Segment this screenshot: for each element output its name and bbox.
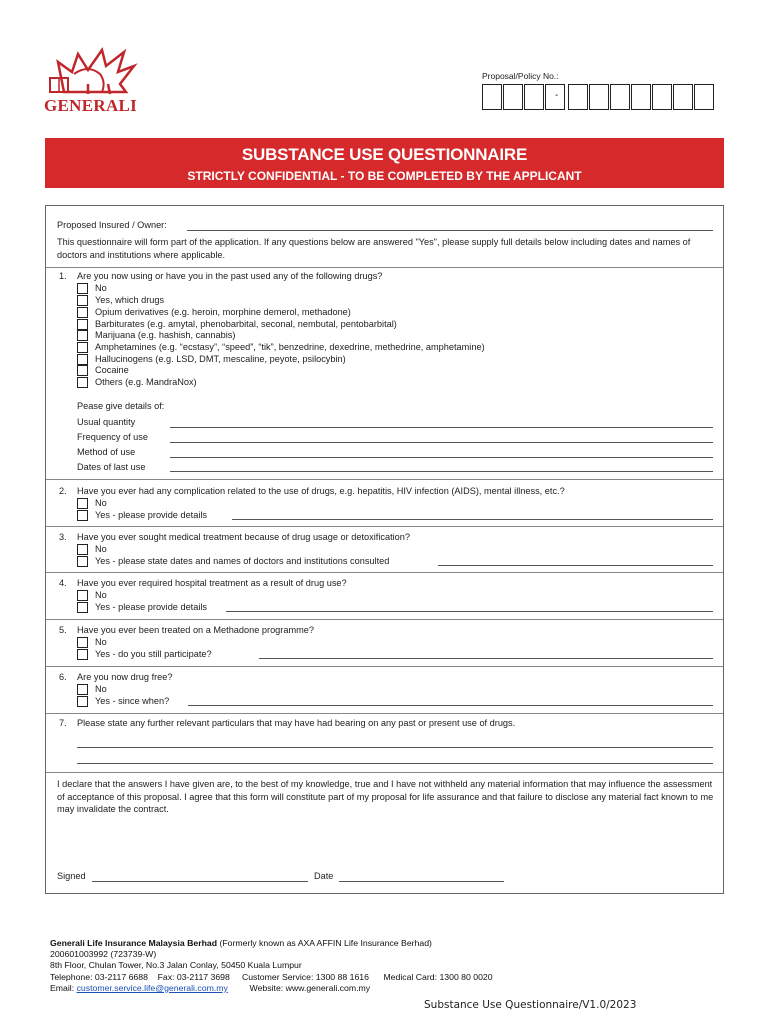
- usual-quantity-field[interactable]: [170, 427, 713, 428]
- fax: Fax: 03-2117 3698: [157, 971, 230, 982]
- q5-yes-label: Yes - do you still participate?: [95, 649, 212, 659]
- q5-details-field[interactable]: [259, 658, 713, 659]
- q6-details-field[interactable]: [188, 705, 713, 706]
- company-reg: 200601003992 (723739-W): [50, 949, 157, 960]
- q3-no-label: No: [95, 544, 107, 554]
- q4-text: Have you ever required hospital treatment as a result of drug use?: [77, 578, 347, 588]
- q1-no-checkbox[interactable]: [77, 283, 88, 294]
- brand-wordmark: GENERALI: [44, 96, 138, 115]
- q1-amphetamines-checkbox[interactable]: [77, 342, 88, 353]
- q1-cocaine-checkbox[interactable]: [77, 365, 88, 376]
- q7-text: Please state any further relevant particulars that may have had bearing on any past or present use of drugs.: [77, 718, 516, 728]
- medical-card: Medical Card: 1300 80 0020: [383, 971, 493, 982]
- divider: [46, 267, 723, 268]
- divider: [46, 713, 723, 714]
- q1-option: No: [95, 283, 107, 293]
- title-banner: [45, 138, 724, 188]
- q7-number: 7.: [59, 718, 67, 728]
- q4-yes-checkbox[interactable]: [77, 602, 88, 613]
- divider: [46, 619, 723, 620]
- divider: [46, 526, 723, 527]
- q1-marijuana-checkbox[interactable]: [77, 330, 88, 341]
- q2-text: Have you ever had any complication related to the use of drugs, e.g. hepatitis, HIV infection (AIDS), mental illness, etc.?: [77, 486, 565, 496]
- insured-label: Proposed Insured / Owner:: [57, 220, 167, 230]
- last-use-field[interactable]: [170, 471, 713, 472]
- website[interactable]: Website: www.generali.com.my: [249, 982, 371, 993]
- q4-number: 4.: [59, 578, 67, 588]
- policy-number-suffix-boxes[interactable]: [568, 84, 715, 110]
- q2-number: 2.: [59, 486, 67, 496]
- q1-others-checkbox[interactable]: [77, 377, 88, 388]
- company-footer: [50, 938, 493, 994]
- q5-number: 5.: [59, 625, 67, 635]
- q1-detail-label: Dates of last use: [77, 462, 146, 472]
- q3-no-checkbox[interactable]: [77, 544, 88, 555]
- q7-details-field[interactable]: [77, 763, 713, 764]
- q1-option: Yes, which drugs: [95, 295, 165, 305]
- insured-name-field[interactable]: [187, 230, 713, 231]
- q2-yes-label: Yes - please provide details: [95, 510, 208, 520]
- divider: [46, 772, 723, 773]
- q2-no-label: No: [95, 498, 107, 508]
- q1-detail-label: Usual quantity: [77, 417, 136, 427]
- q3-number: 3.: [59, 532, 67, 542]
- q2-no-checkbox[interactable]: [77, 498, 88, 509]
- questionnaire-form: [45, 205, 724, 894]
- company-formerly: (Formerly known as AXA AFFIN Life Insurance Berhad): [219, 938, 432, 948]
- q4-details-field[interactable]: [226, 611, 713, 612]
- q1-detail-label: Method of use: [77, 447, 136, 457]
- q4-yes-label: Yes - please provide details: [95, 602, 208, 612]
- q4-no-checkbox[interactable]: [77, 590, 88, 601]
- intro-text: This questionnaire will form part of the application. If any questions below are answered "Yes", please supply full details below including dates and names of doctors and institutions where applicable.: [57, 237, 691, 260]
- date-field[interactable]: [339, 881, 504, 882]
- form-subtitle: STRICTLY CONFIDENTIAL - TO BE COMPLETED BY THE APPLICANT: [187, 169, 582, 183]
- q1-yes-checkbox[interactable]: [77, 295, 88, 306]
- q1-option: Barbiturates (e.g. amytal, phenobarbital, seconal, nembutal, pentobarbital): [95, 319, 397, 329]
- divider: [46, 572, 723, 573]
- q1-option: Hallucinogens (e.g. LSD, DMT, mescaline, peyote, psilocybin): [95, 354, 346, 364]
- q5-no-label: No: [95, 637, 107, 647]
- q3-text: Have you ever sought medical treatment because of drug usage or detoxification?: [77, 532, 410, 542]
- signature-field[interactable]: [92, 881, 308, 882]
- q3-yes-checkbox[interactable]: [77, 556, 88, 567]
- q3-yes-label: Yes - please state dates and names of doctors and institutions consulted: [95, 556, 390, 566]
- q5-yes-checkbox[interactable]: [77, 649, 88, 660]
- q3-details-field[interactable]: [438, 565, 713, 566]
- q2-yes-checkbox[interactable]: [77, 510, 88, 521]
- frequency-field[interactable]: [170, 442, 713, 443]
- telephone: Telephone: 03-2117 6688: [50, 971, 148, 982]
- company-name: Generali Life Insurance Malaysia Berhad: [50, 938, 218, 948]
- q1-barbiturates-checkbox[interactable]: [77, 319, 88, 330]
- q6-text: Are you now drug free?: [77, 672, 173, 682]
- q1-option: Opium derivatives (e.g. heroin, morphine demerol, methadone): [95, 307, 351, 317]
- q5-text: Have you ever been treated on a Methadone programme?: [77, 625, 314, 635]
- q6-yes-label: Yes - since when?: [95, 696, 170, 706]
- q6-no-checkbox[interactable]: [77, 684, 88, 695]
- declaration-text: I declare that the answers I have given are, to the best of my knowledge, true and I have not withheld any material information that may influence the assessment of acceptance of this proposal. I agree that this form will constitute part of my proposal for life assurance and that failure to disclose any material fact known to me may invalidate the contract.: [57, 779, 714, 814]
- q6-number: 6.: [59, 672, 67, 682]
- q1-details-label: Pease give details of:: [77, 401, 165, 411]
- q1-option: Others (e.g. MandraNox): [95, 377, 197, 387]
- q1-option: Marijuana (e.g. hashish, cannabis): [95, 330, 236, 340]
- email-link[interactable]: customer.service.life@generali.com.my: [76, 982, 228, 993]
- date-label: Date: [314, 871, 334, 881]
- method-field[interactable]: [170, 457, 713, 458]
- q1-option: Amphetamines (e.g. “ecstasy”, “speed”, “tik”, benzedrine, dexedrine, methedrine, amphetamine): [95, 342, 485, 352]
- policy-number-prefix-boxes[interactable]: [482, 84, 566, 110]
- customer-service: Customer Service: 1300 88 1616: [241, 971, 369, 982]
- q7-details-field[interactable]: [77, 747, 713, 748]
- signed-label: Signed: [57, 871, 86, 881]
- q5-no-checkbox[interactable]: [77, 637, 88, 648]
- divider: [46, 666, 723, 667]
- policy-number-label: Proposal/Policy No.:: [482, 71, 559, 81]
- q1-option: Cocaine: [95, 365, 129, 375]
- form-title: SUBSTANCE USE QUESTIONNAIRE: [241, 145, 528, 164]
- q6-yes-checkbox[interactable]: [77, 696, 88, 707]
- q1-text: Are you now using or have you in the past used any of the following drugs?: [77, 271, 383, 281]
- q1-number: 1.: [59, 271, 67, 281]
- q6-no-label: No: [95, 684, 107, 694]
- q1-hallucinogens-checkbox[interactable]: [77, 354, 88, 365]
- company-address: 8th Floor, Chulan Tower, No.3 Jalan Conlay, 50450 Kuala Lumpur: [50, 960, 302, 971]
- divider: [46, 479, 723, 480]
- policy-number-dash: -: [555, 90, 559, 101]
- q1-detail-label: Frequency of use: [77, 432, 148, 442]
- q1-opium-checkbox[interactable]: [77, 307, 88, 318]
- q2-details-field[interactable]: [232, 519, 713, 520]
- form-version: Substance Use Questionnaire/V1.0/2023: [424, 999, 637, 1011]
- email-label: Email:: [50, 982, 75, 993]
- q4-no-label: No: [95, 590, 107, 600]
